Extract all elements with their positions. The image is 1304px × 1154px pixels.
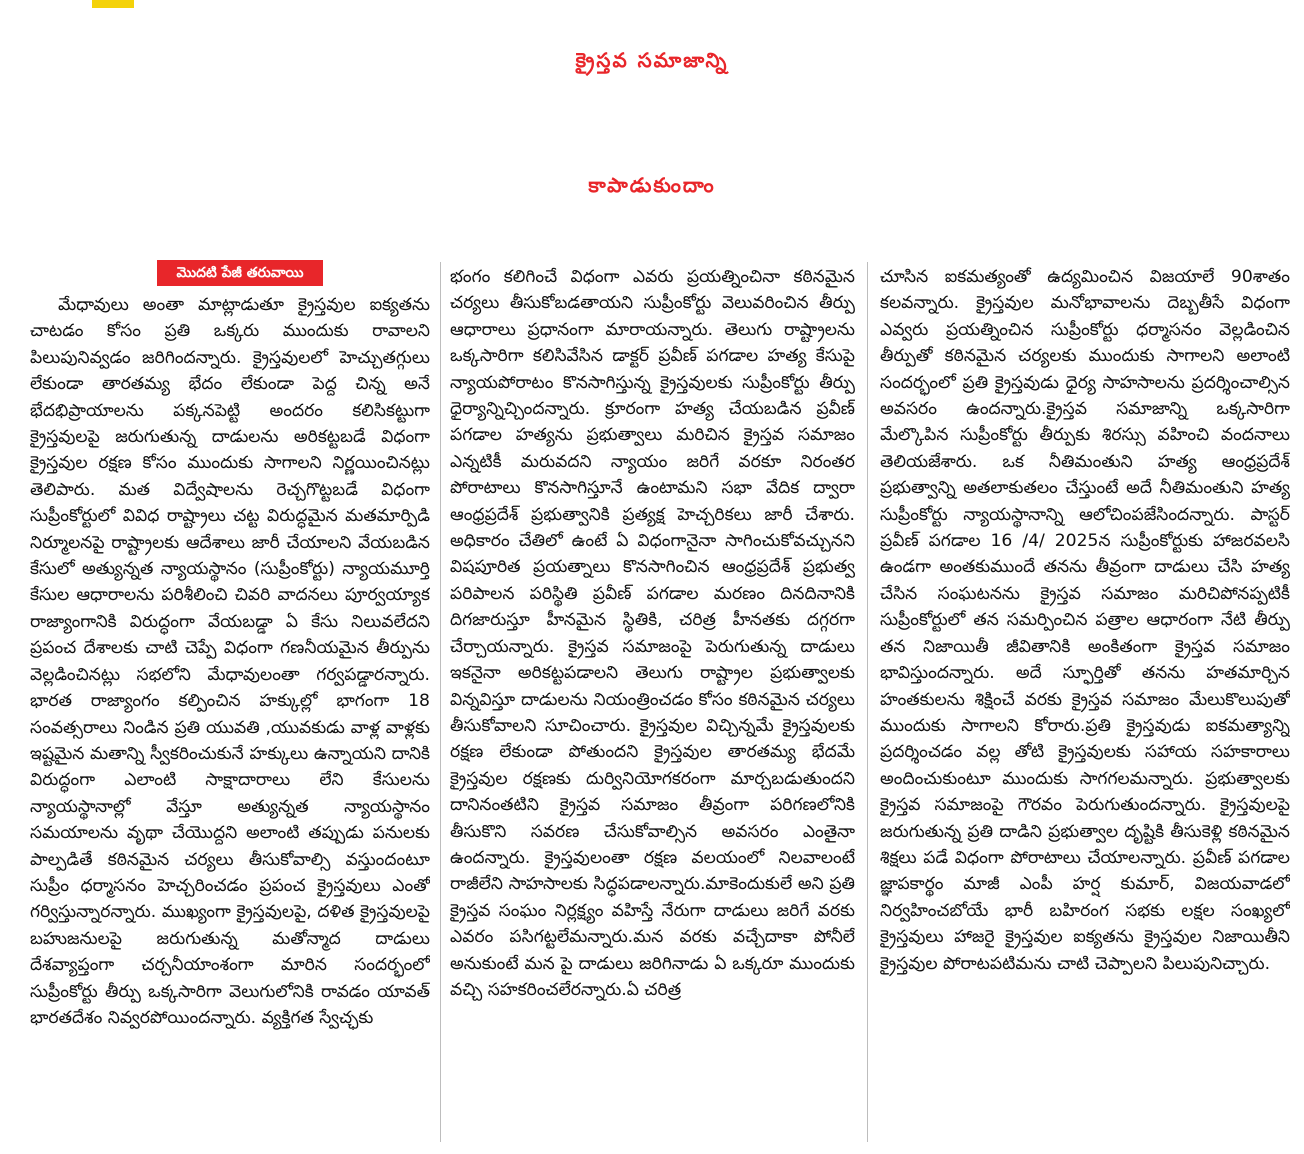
article-column-1: మేధావులు అంతా మాట్లాడుతూ క్రైస్తవుల ఐక్యతను చాటడం కోసం ప్రతి ఒక్కరు ముందుకు రావాలని పిలుపునివ్వడం జరిగిందన్నారు. క్రైస్తవులలో హెచ్చుతగ్గులు లేకుండా తారతమ్య భేదం లేకుండా పెద్ద చిన్న అనే భేదభిప్రాయాలను పక్కనపెట్టి అందరం కలిసికట్టుగా క్రైస్తవులపై జరుగుతున్న దాడులను అరికట్టబడే విధంగా క్రైస్తవుల రక్షణ కోసం ముందుకు సాగాలని నిర్ణయించినట్లు తెలిపారు. మత విద్వేషాలను రెచ్చగొట్టబడే విధంగా సుప్రీంకోర్టులో వివిధ రాష్ట్రాలు చట్ట విరుద్ధమైన మతమార్పిడి నిర్మూలనపై రాష్ట్రాలకు ఆదేశాలు జారీ చేయాలని వేయబడిన కేసులో అత్యున్నత న్యాయస్థానం (సుప్రీంకోర్టు) న్యాయమూర్తి కేసుల ఆధారాలను పరిశీలించి చివరి వాదనలు పూర్వయ్యాక రాజ్యాంగానికి విరుద్ధంగా వేయబడ్డా ఏ కేసు నిలువలేదని ప్రపంచ దేశాలకు చాటి చెప్పే విధంగా గణనీయమైన తీర్పును వెల్లడించినట్లు సభలోని మేధావులంతా గర్వపడ్డారన్నారు. భారత రాజ్యాంగం కల్పించిన హక్కుల్లో భాగంగా 18 సంవత్సరాలు నిండిన ప్రతి యువతి ,యువకుడు వాళ్ల వాళ్లకు ఇష్టమైన మతాన్ని స్వీకరించుకునే హక్కులు ఉన్నాయని దానికి విరుద్ధంగా ఎలాంటి సాక్షాదారాలు లేని కేసులను న్యాయస్థానాల్లో వేస్తూ అత్యున్నత న్యాయస్థానం సమయాలను వృథా చేయొద్దని అలాంటి తప్పుడు పనులకు పాల్పడితే కఠినమైన చర్యలు తీసుకోవాల్సి వస్తుందంటూ సుప్రీం ధర్మాసనం హెచ్చరించడం ప్రపంచ క్రైస్తవులు ఎంతో గర్విస్తున్నారన్నారు. ముఖ్యంగా క్రైస్తవులపై, దళిత క్రైస్తవులపై బహుజనులపై జరుగుతున్న మతోన్మాద దాడులు దేశవ్యాప్తంగా చర్చనీయాంశంగా మారిన సందర్భంలో సుప్రీంకోర్టు తీర్పు ఒక్కసారిగా వెలుగులోనికి రావడం యావత్ భారతదేశం నివ్వరపోయిందన్నారు. వ్యక్తిగత స్వేచ్ఛకు xyxy=(30,295,430,1028)
column-divider xyxy=(440,262,441,1142)
column-divider xyxy=(867,262,868,1142)
article-column-2: భంగం కలిగించే విధంగా ఎవరు ప్రయత్నించినా కఠినమైన చర్యలు తీసుకోబడతాయని సుప్రీంకోర్టు వెలువరించిన తీర్పు ఆధారాలు ప్రధానంగా మారాయన్నారు. తెలుగు రాష్ట్రాలను ఒక్కసారిగా కలిసివేసిన డాక్టర్ ప్రవీణ్ పగడాల హత్య కేసుపై న్యాయపోరాటం కొనసాగిస్తున్న క్రైస్తవులకు సుప్రీంకోర్టు తీర్పు ధైర్యాన్నిచ్చిందన్నారు. క్రూరంగా హత్య చేయబడిన ప్రవీణ్ పగడాల హత్యను ప్రభుత్వాలు మరిచిన క్రైస్తవ సమాజం ఎన్నటికీ మరువదని న్యాయం జరిగే వరకూ నిరంతర పోరాటాలు కొనసాగిస్తూనే ఉంటామని సభా వేదిక ద్వారా ఆంధ్రప్రదేశ్ ప్రభుత్వానికి ప్రత్యక్ష హెచ్చరికలు జారీ చేశారు. అధికారం చేతిలో ఉంటే ఏ విధంగానైనా సాగించుకోవచ్చునని విషపూరిత ప్రయత్నాలు కొనసాగించిన ఆంధ్రప్రదేశ్ ప్రభుత్వ పరిపాలన పరిస్థితి ప్రవీణ్ పగడాల మరణం దినదినానికి దిగజారుస్తూ హీనమైన స్థితికి, చరిత్ర హీనతకు దగ్గరగా చేర్చాయన్నారు. క్రైస్తవ సమాజంపై పెరుగుతున్న దాడులు ఇకనైనా అరికట్టపడాలని తెలుగు రాష్ట్రాల ప్రభుత్వాలకు విన్నవిస్తూ దాడులను నియంత్రించడం కోసం కఠినమైన చర్యలు తీసుకోవాలని సూచించారు. క్రైస్తవుల విచ్చిన్నమే క్రైస్తవులకు రక్షణ లేకుండా పోతుందని క్రైస్తవుల తారతమ్య భేదమే క్రైస్తవుల రక్షణకు దుర్వినియోగకరంగా మార్చబడుతుందని దానినంతటిని క్రైస్తవ సమాజం తీవ్రంగా పరిగణలోనికి తీసుకొని సవరణ చేసుకోవాల్సిన అవసరం ఎంతైనా ఉందన్నారు. క్రైస్తవులంతా రక్షణ వలయంలో నిలవాలంటే రాజీలేని సాహసాలకు సిద్ధపడాలన్నారు.మాకెందుకులే అని ప్రతి క్రైస్తవ సంఘం నిర్లక్ష్యం వహిస్తే నేరుగా దాడులు జరిగే వరకు ఎవరం పసిగట్టలేమన్నారు.మన వరకు వచ్చేదాకా పోనీలే అనుకుంటే మన పై దాడులు జరిగినాడు ఏ ఒక్కరూ ముందుకు వచ్చి సహకరించలేరన్నారు.ఏ చరిత్ర xyxy=(450,267,855,1000)
article-column-3: చూసిన ఐకమత్యంతో ఉద్యమించిన విజయాలే 90శాతం కలవన్నారు. క్రైస్తవుల మనోభావాలను దెబ్బతీసే విధంగా ఎవ్వరు ప్రయత్నించిన సుప్రీంకోర్టు ధర్మాసనం వెల్లడించిన తీర్పుతో కఠినమైన చర్యలకు ముందుకు సాగాలని అలాంటి సందర్భంలో ప్రతి క్రైస్తవుడు ధైర్య సాహసాలను ప్రదర్శించాల్సిన అవసరం ఉందన్నారు.క్రైస్తవ సమాజాన్ని ఒక్కసారిగా మేల్కొపిన సుప్రీంకోర్టు తీర్పుకు శిరస్సు వహించి వందనాలు తెలియజేశారు. ఒక నీతిమంతుని హత్య ఆంధ్రప్రదేశ్ ప్రభుత్వాన్ని అతలాకుతలం చేస్తుంటే అదే నీతిమంతుని హత్య సుప్రీంకోర్టు న్యాయస్థానాన్ని ఆలోచింపజేసిందన్నారు. పాస్టర్ ప్రవీణ్ పగడాల 16 /4/ 2025న సుప్రీంకోర్టుకు హాజరవలసి ఉండగా అంతకుముందే తనను తీవ్రంగా దాడులు చేసి హత్య చేసిన సంఘటనను క్రైస్తవ సమాజం మరిచిపోనప్పటికీ సుప్రీంకోర్టులో తన సమర్పించిన పత్రాల ఆధారంగా నేటి తీర్పు తన నిజాయితీ జీవితానికి అంకితంగా క్రైస్తవ సమాజం భావిస్తుందన్నారు. అదే స్ఫూర్తితో తనను హతమార్చిన హంతకులను శిక్షించే వరకు క్రైస్తవ సమాజం మేలుకొలుపుతో ముందుకు సాగాలని కోరారు.ప్రతి క్రైస్తవుడు ఐకమత్యాన్ని ప్రదర్శించడం వల్ల తోటి క్రైస్తవులకు సహాయ సహకారాలు అందించుకుంటూ ముందుకు సాగగలమన్నారు. ప్రభుత్వాలకు క్రైస్తవ సమాజంపై గౌరవం పెరుగుతుందన్నారు. క్రైస్తవులపై జరుగుతున్న ప్రతి దాడిని ప్రభుత్వాల దృష్టికి తీసుకెళ్లి కఠినమైన శిక్షలు పడే విధంగా పోరాటాలు చేయాలన్నారు. ప్రవీణ్ పగడాల జ్ఞాపకార్థం మాజీ ఎంపీ హర్ష కుమార్, విజయవాడలో నిర్వహించబోయే భారీ బహిరంగ సభకు లక్షల సంఖ్యలో క్రైస్తవులు హాజరై క్రైస్తవుల ఐక్యతను క్రైస్తవుల నిజాయితీని క్రైస్తవుల పోరాటపటిమను చాటి చెప్పాలని పిలుపునిచ్చారు. xyxy=(880,267,1290,974)
headline-line-2: కాపాడుకుందాం xyxy=(588,173,716,197)
headline-line-1: క్రైస్తవ సమాజాన్ని xyxy=(575,48,729,72)
continued-from-front-page-tag: మొదటి పేజీ తరువాయి xyxy=(157,260,323,286)
